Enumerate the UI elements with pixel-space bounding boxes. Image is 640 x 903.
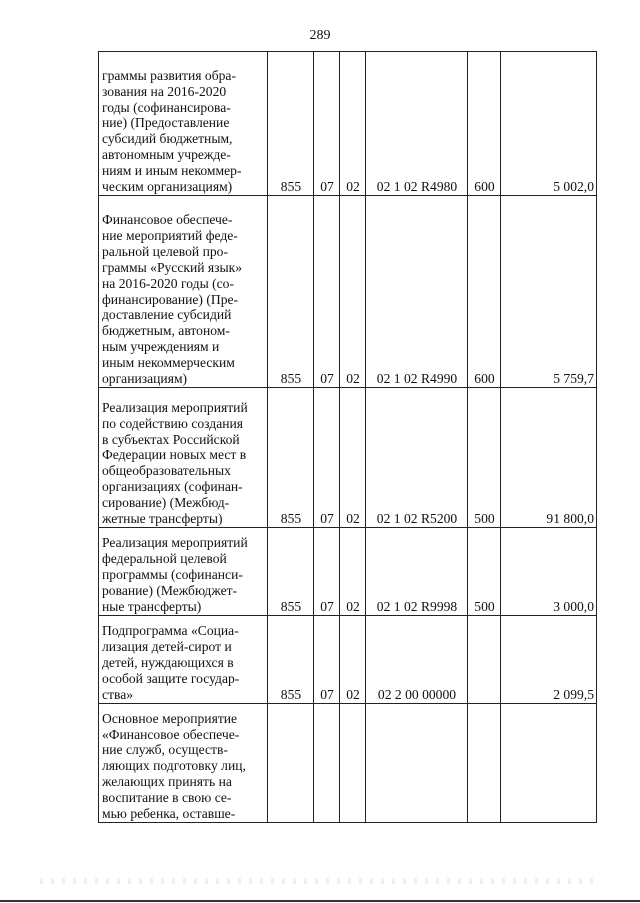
table-row [99, 704, 597, 823]
ministry-code: 855 [268, 52, 314, 196]
subsection-code [340, 704, 366, 823]
ministry-code [268, 704, 314, 823]
section-code [314, 704, 340, 823]
section-code: 07 [314, 388, 340, 528]
subsection-code: 02 [340, 52, 366, 196]
row-description: Финансовое обеспече- ние мероприятий феде- ральной целевой про- граммы «Русский язык» на 2016-2020 годы (со- финансирование) (Пре- доставление субсидий бюджетным, автоном- ным учреждениям и иным некоммерческим организациям) [99, 196, 268, 388]
expense-type-code: 500 [468, 528, 501, 616]
target-article-code: 02 1 02 R5200 [366, 388, 468, 528]
amount: 5 002,0 [501, 52, 597, 196]
section-code: 07 [314, 528, 340, 616]
ministry-code: 855 [268, 528, 314, 616]
row-description: Подпрограмма «Социа- лизация детей-сирот и детей, нуждающихся в особой защите государ- ства» [99, 616, 268, 704]
expense-type-code [468, 616, 501, 704]
row-description: Реализация мероприятий по содействию создания в субъектах Российской Федерации новых мест в общеобразовательных организациях (софинан- сирование) (Межбюд- жетные трансферты) [99, 388, 268, 528]
budget-table [98, 51, 597, 823]
row-description: Основное мероприятие «Финансовое обеспече- ние служб, осуществ- ляющих подготовку лиц, желающих принять на воспитание в свою се- мью ребенка, оставше- [99, 704, 268, 823]
scan-noise [40, 878, 600, 884]
table-row [99, 616, 597, 704]
row-description: граммы развития обра- зования на 2016-2020 годы (софинансирова- ние) (Предоставление субсидий бюджетным, автономным учрежде- ниям и иным некоммер- ческим организациям) [99, 52, 268, 196]
ministry-code: 855 [268, 388, 314, 528]
expense-type-code: 600 [468, 52, 501, 196]
table-row [99, 528, 597, 616]
section-code: 07 [314, 616, 340, 704]
amount: 91 800,0 [501, 388, 597, 528]
subsection-code: 02 [340, 528, 366, 616]
page-number: 289 [309, 28, 331, 43]
page-bottom-rule [0, 900, 640, 902]
target-article-code: 02 1 02 R4980 [366, 52, 468, 196]
amount: 3 000,0 [501, 528, 597, 616]
ministry-code: 855 [268, 196, 314, 388]
target-article-code: 02 2 00 00000 [366, 616, 468, 704]
amount: 5 759,7 [501, 196, 597, 388]
target-article-code: 02 1 02 R9998 [366, 528, 468, 616]
expense-type-code [468, 704, 501, 823]
section-code: 07 [314, 196, 340, 388]
target-article-code: 02 1 02 R4990 [366, 196, 468, 388]
table-row [99, 388, 597, 528]
subsection-code: 02 [340, 196, 366, 388]
expense-type-code: 600 [468, 196, 501, 388]
section-code: 07 [314, 52, 340, 196]
table-row [99, 52, 597, 196]
target-article-code [366, 704, 468, 823]
ministry-code: 855 [268, 616, 314, 704]
amount: 2 099,5 [501, 616, 597, 704]
table-row [99, 196, 597, 388]
amount [501, 704, 597, 823]
expense-type-code: 500 [468, 388, 501, 528]
subsection-code: 02 [340, 616, 366, 704]
subsection-code: 02 [340, 388, 366, 528]
row-description: Реализация мероприятий федеральной целевой программы (софинанси- рование) (Межбюджет- ные трансферты) [99, 528, 268, 616]
